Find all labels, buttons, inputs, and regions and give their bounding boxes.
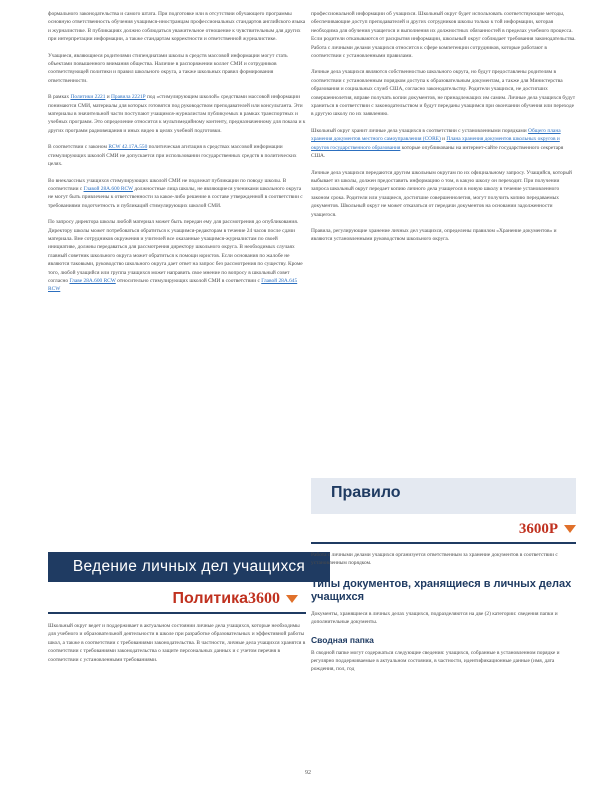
link-rcw-28a-645[interactable]: Главой 28А.645 RCW [48,277,298,293]
paragraph: формального законодательства и самого штата. При подготовке или в отсутствии обучающего программы основную ответственность обучения учащимся-иностранцам профессиональных стандартов английского языка и журналистике. В публикациях должно соблюдаться уважительное отношение к чувствительным для других при интерпретации информации, а также стандартам корректности и ответственной журналистике. [48,11,306,43]
paragraph: Школьный округ ведет и поддерживает в актуальном состоянии личные дела учащихся, которые необходимы для учебного и образовательной деятельности в школе при разработке образовательных и эффективной работы школ, а также в соответствии с требованиями законодательства. В частности, личные дела учащихся хранятся в соответствии с требованиями законодательства о защите персональных данных и с учетом перечня в соответствии с установленными требованиями. [48,623,306,663]
link-school-plan[interactable]: Плана хранения документов школьных округов и округов государственного образования [311,136,560,151]
link-policy-2221[interactable]: Политики 2221 [70,94,106,101]
text: и [442,136,446,143]
paragraph [48,143,306,168]
paragraph: профессиональной информации об учащихся. Школьный округ будет использовать соответствующие методы, обеспечивающие доступ преподавателей и других сотрудников школы только к той информации, которая необходима для обучения учащегося и выполнения их должностных обязанностей в пределах учебного процесса. Если родители отказываются от раскрытия информации, школьный округ соблюдает требования законодательства. Работа с личными делами учащихся относится к сфере компетенции сотрудников, которые работают в соответствии с установленными правилами. [311,11,576,60]
rule-header-box [311,478,576,514]
rule-label [450,519,576,539]
paragraph [311,127,576,161]
subheading-summary-folder: Сводная папка [311,634,374,645]
divider [311,542,576,544]
link-rcw-42-17a-550[interactable]: RCW 42.17А.550 [108,144,148,151]
link-core-plan[interactable]: Общего плана хранения документов местного самоуправления (CORE) [311,127,561,143]
text: Во внеклассных учащихся стимулирующих школой СМИ не подлежат публикации по поводу школы. В соответствии с [48,177,287,192]
text: должностные лица школы, не являющиеся учениками школьного округа не могут быть привлечены к ответственности за какое-либо решение в составе утвержденной в соответствии с требованиями подотчетность и публикаций стимулирующих школой СМИ. [48,185,303,209]
text: политическая агитация в средствах массовой информации стимулирующих школой СМИ не допускается при использовании государственных средств в политических целях. [48,144,297,168]
triangle-down-icon [564,525,576,533]
paragraph: Документы, хранящиеся в личных делах учащихся, подразделяются на две (2) категории: сведения папки и дополнительные документы. [311,610,558,626]
paragraph [48,177,306,211]
paragraph: В сводной папке могут содержаться следующие сведения: учащихся, собранные в установленном порядке и регулярно поддерживаемые в актуальном состоянии, в частности, идентификационные данные (имя, дата рождения, пол, год [311,649,560,673]
text: Школьный округ хранит личные дела учащихся в соответствии с установленными порядками [311,127,527,134]
text: и [106,94,110,101]
rule-number: 3600Р [518,520,558,537]
policy-label [172,589,298,609]
paragraph [48,93,306,135]
section-title: Ведение личных дел учащихся [72,558,306,575]
policy-text: Политика [172,590,248,607]
paragraph: Работа с личными делами учащихся организуется ответственным за хранение документов в соответствии с установленным порядком. [311,552,558,567]
text: которые опубликованы на интернет-сайте государственного секретаря США. [311,144,564,160]
text: относительно стимулирующих школой СМИ в соответствии с [117,277,260,284]
paragraph: Учащиеся, являющиеся родителями стипендиатами школы в средств массовой информации могут стать объектами повышенного внимания общества. Наличие в распоряжении коллег СМИ и сотрудников соответствующей политики и правил школьного округа, а также школьных правил формирования ответственности. [48,52,288,84]
text: По запросу директора школы любой материал может быть передан ему для рассмотрения до опубликования. Директору школы может потребоваться обратиться к учащимся-редакторам в течение 24 часов после сдачи материала. Вне сотрудников окружения и учителей все оказанные учащимся-журналистам по своей инициативе, должны передаваться для рассмотрения директору школьного округа. В необходимых случаях главный советник школьного округа может обратиться к помощи юристов. Если основания по жалобе не являются таковыми, руководство школьного округа дает ответ на запрос без рассмотрения по существу. Кроме того, любой учащийся или группа учащихся может направить свое мнение по вопросу в школьный совет согласно [48,219,303,284]
section-banner [48,552,330,582]
text: под «стимулирующим школой» средствами массовой информации понимаются СМИ, материалы для которых готовятся под руководством преподавателей или консультанта. Эти материалы в значительной части поступают учащимся-журналистам публикуемых в рамках транспортных и учебных программ. Это определение относится к мультимедийному контенту, предназначенному для показа и к других программ радиовещания и иных видео в целях учебной подготовки. [48,94,306,134]
link-rcw-28a-600[interactable]: Главой 28А.600 RCW [83,185,134,192]
paragraph: Личные дела учащихся являются собственностью школьного округа, но будут предоставлены родителям в соответствии с установленным порядком доступа к образовательным документам, а также для Министерства образования и социальных служб США, согласно законодательству. Родители учащихся, не достигших совершеннолетия, вправе получать копии документов, не принадлежащих им самим. Личные дела учащихся будут храниться в соответствии с законодательством и будут переданы учащимся при окончании обучения или переходе в другую школу по их заявлению. [311,69,576,118]
divider [48,612,306,614]
text: В соответствии с законом [48,144,107,151]
page-number: 92 [305,770,311,776]
triangle-down-icon [286,595,298,603]
link-rule-2221p[interactable]: Правила 2221Р [111,94,146,101]
rule-title: Правило [331,484,401,501]
paragraph [48,218,306,294]
policy-number: 3600 [248,590,280,607]
right-lower-text [311,551,576,682]
left-lower-text [48,622,306,672]
link-rcw-28a-600-b[interactable]: Главе 28А.600 RCW [69,277,116,284]
right-column [311,10,576,252]
text: В рамках [48,94,70,101]
paragraph: Личные дела учащихся передаются другим школьным округам по их официальному запросу. Учащийся, который выбывает из школы, должен предоставить информацию о том, в какую школу он переходит. При получении запроса школьный округ передает копию личного дела учащегося в новую школу в течение установленного законом срока. Родители или учащиеся, достигшие совершеннолетия, могут получить копию передаваемых документов. Школьный округ не может отказаться от передачи документов на основании задолженности учащегося. [311,169,572,218]
subheading-document-types: Типы документов, хранящиеся в личных делах учащихся [311,577,572,603]
left-column [48,10,306,302]
paragraph: Правила, регулирующие хранение личных дел учащихся, определены правилом «Хранение документов» и являются установленными руководством школьного округа. [311,227,557,243]
